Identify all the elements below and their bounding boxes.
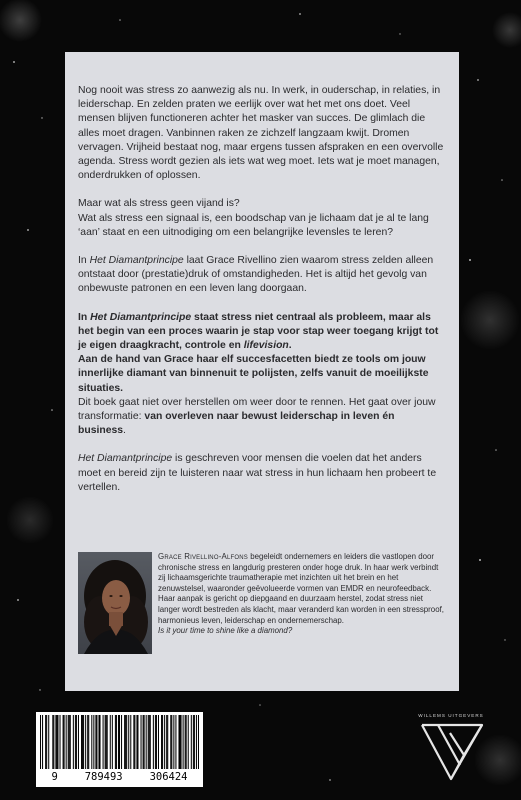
barcode-bar xyxy=(164,715,165,769)
barcode-bar xyxy=(124,715,125,769)
barcode-bar xyxy=(153,715,154,769)
barcode-bar xyxy=(156,715,157,769)
barcode-bar xyxy=(105,715,106,769)
barcode-bar xyxy=(125,715,126,769)
author-name: Grace Rivellino-Alfons xyxy=(158,552,249,561)
barcode-bar xyxy=(55,715,56,769)
barcode-bar xyxy=(161,715,162,769)
barcode-bar xyxy=(146,715,147,769)
barcode-bar xyxy=(193,715,194,769)
barcode-bar xyxy=(107,715,108,769)
barcode-bar xyxy=(170,715,171,769)
barcode-bar xyxy=(115,715,116,769)
author-bio xyxy=(78,552,446,654)
summary-paragraph: In Het Diamantprincipe laat Grace Rivellino zien waarom stress zelden alleen ontstaat door (prestatie)druk of omstandigheden. Het is altijd het gevolg van onbewuste patronen en een leven lang doorgaan. xyxy=(78,255,434,295)
barcode-bar xyxy=(68,715,69,769)
barcode-bar xyxy=(76,715,77,769)
barcode-bar xyxy=(52,715,53,769)
barcode-bar xyxy=(57,715,58,769)
barcode-bar xyxy=(133,715,134,769)
text-panel xyxy=(65,52,459,691)
barcode-bar xyxy=(178,715,179,769)
book-title: Het Diamantprincipe xyxy=(89,255,184,267)
barcode-bar xyxy=(96,715,97,769)
emphasis-paragraph: In Het Diamantprincipe staat stress niet centraal als probleem, maar als het begin van een proces waarin je stap voor stap weer toegang krijgt tot je eigen draagkracht, controle en lifevision. xyxy=(78,311,439,352)
barcode-bar xyxy=(126,715,127,769)
barcode-bar xyxy=(59,715,60,769)
barcode-bar xyxy=(186,715,187,769)
barcode-bar xyxy=(136,715,137,769)
barcode-bar xyxy=(118,715,119,769)
barcode-bar xyxy=(110,715,111,769)
barcode-bar xyxy=(93,715,94,769)
barcode-bar xyxy=(166,715,167,769)
barcode-bar xyxy=(66,715,67,769)
barcode-bar xyxy=(81,715,82,769)
barcode-bar xyxy=(53,715,54,769)
barcode-bar xyxy=(95,715,96,769)
barcode-bar xyxy=(181,715,182,769)
barcode-bar xyxy=(73,715,74,769)
barcode-bar xyxy=(88,715,89,769)
barcode-bar xyxy=(183,715,184,769)
barcode-bar xyxy=(78,715,79,769)
barcode-bar xyxy=(158,715,159,769)
facets-paragraph: Aan de hand van Grace haar elf succesfacetten biedt ze tools om jouw innerlijke diamant van binnenuit te polijsten, zelfs vanuit de moeilijkste situaties. xyxy=(78,354,429,394)
barcode-bar xyxy=(128,715,129,769)
barcode-bar xyxy=(167,715,168,769)
barcode-bar xyxy=(150,715,151,769)
isbn-barcode xyxy=(36,712,203,787)
signal-paragraph: Wat als stress een signaal is, een boodschap van je lichaam dat je al te lang ‘aan’ staat en een uitnodiging om een belangrijke levensles te leren? xyxy=(78,212,429,238)
barcode-bar xyxy=(185,715,186,769)
barcode-bar xyxy=(69,715,70,769)
barcode-bar xyxy=(194,715,195,769)
barcode-bar xyxy=(134,715,135,769)
audience-paragraph: Het Diamantprincipe is geschreven voor mensen die voelen dat het anders moet en bereid zijn te luisteren naar wat stress in hun lichaam hen probeert te vertellen. xyxy=(78,453,437,493)
barcode-bar xyxy=(149,715,150,769)
barcode-bar xyxy=(40,715,41,769)
isbn-number: 9 789493 306424 xyxy=(51,771,188,783)
emphasis-prefix: In xyxy=(78,311,91,323)
barcode-bar xyxy=(143,715,144,769)
barcode-bar xyxy=(103,715,104,769)
summary-text: laat Grace Rivellino zien waarom stress zelden alleen ontstaat door (prestatie)druk of omstandigheden. Het is altijd het gevolg van onbewuste patronen en een leven lang doorgaan. xyxy=(78,255,434,295)
barcode-bar xyxy=(141,715,142,769)
barcode-bar xyxy=(116,715,117,769)
barcode-bar xyxy=(42,715,43,769)
barcode-bar xyxy=(48,715,49,769)
question-line: Maar wat als stress geen vijand is? xyxy=(78,198,240,210)
barcode-bar xyxy=(87,715,88,769)
author-photo xyxy=(78,552,152,654)
barcode-bar xyxy=(196,715,197,769)
barcode-bar xyxy=(100,715,101,769)
barcode-bar xyxy=(75,715,76,769)
book-title: Het Diamantprincipe xyxy=(90,311,192,323)
bio-text: Grace Rivellino-Alfons begeleidt ondernemers en leiders die vastlopen door chronische stress en langdurig presteren onder hoge druk. In haar werk verbindt zij lichaamsgerichte traumatherapie met inzichten uit het brein en het zenuwstelsel, waaronder geëvolueerde vormen van EMDR en neurofeedback. Haar aanpak is gericht op diepgaand en duurzaam herstel, zodat stress niet langer wordt bestreden als klacht, maar veranderd kan worden in een stressproof, harmonieus leven, leiderschap en ondernemerschap. Is it your time to shine like a diamond? xyxy=(158,552,444,636)
barcode-bar xyxy=(175,715,176,769)
barcode-bar xyxy=(191,715,192,769)
barcode-bar xyxy=(98,715,99,769)
barcode-bar xyxy=(155,715,156,769)
barcode-bar xyxy=(91,715,92,769)
emphasis-text: staat stress niet centraal als probleem, maar als het begin van een proces waarin je stap voor stap weer toegang krijgt tot je eigen draagkracht, controle en xyxy=(78,311,439,352)
barcode-bar xyxy=(106,715,107,769)
barcode-bar xyxy=(56,715,57,769)
barcode-bar xyxy=(119,715,120,769)
tagline: Is it your time to shine like a diamond? xyxy=(158,626,293,636)
barcode-bar xyxy=(83,715,84,769)
barcode-bar xyxy=(137,715,138,769)
barcode-bar xyxy=(121,715,122,769)
barcode-bar xyxy=(63,715,64,769)
barcode-bar xyxy=(85,715,86,769)
barcode-bar xyxy=(162,715,163,769)
barcode-bar xyxy=(64,715,65,769)
publisher-logo-icon xyxy=(420,721,484,783)
barcode-bar xyxy=(148,715,149,769)
publisher-name: WILLEMS UITGEVERS xyxy=(418,713,484,718)
barcode-bar xyxy=(46,715,47,769)
barcode-bar xyxy=(82,715,83,769)
book-title: Het Diamantprincipe xyxy=(78,453,173,465)
barcode-bar xyxy=(130,715,131,769)
barcode-bar xyxy=(180,715,181,769)
barcode-bar xyxy=(144,715,145,769)
barcode-bar xyxy=(45,715,46,769)
transformation-highlight: van overleven naar bewust leiderschap in leven én business xyxy=(78,411,395,437)
lifevision-word: lifevision xyxy=(243,340,289,352)
barcode-bar xyxy=(112,715,113,769)
barcode-bar xyxy=(188,715,189,769)
barcode-bar xyxy=(171,715,172,769)
intro-paragraph: Nog nooit was stress zo aanwezig als nu. In werk, in ouderschap, in relaties, in leiderschap. En zelden praten we eerlijk over wat het met ons doet. Veel mensen blijven functioneren achter het masker van succes. De glimlach die alles moet dragen. Vanbinnen raken ze zichzelf langzaam kwijt. Dromen vervagen. Vrijheid bestaat nog, maar ergens tussen afspraken en een overvolle agenda. Stress wordt gezien als iets wat weg moet. Iets wat je moet managen, onderdrukken of oplossen. xyxy=(78,85,444,182)
transformation-paragraph: Dit boek gaat niet over herstellen om weer door te rennen. Het gaat over jouw transformatie: van overleven naar bewust leiderschap in leven én business. xyxy=(78,396,436,437)
barcode-bar xyxy=(173,715,174,769)
barcode-bar xyxy=(70,715,71,769)
barcode-bar xyxy=(198,715,199,769)
